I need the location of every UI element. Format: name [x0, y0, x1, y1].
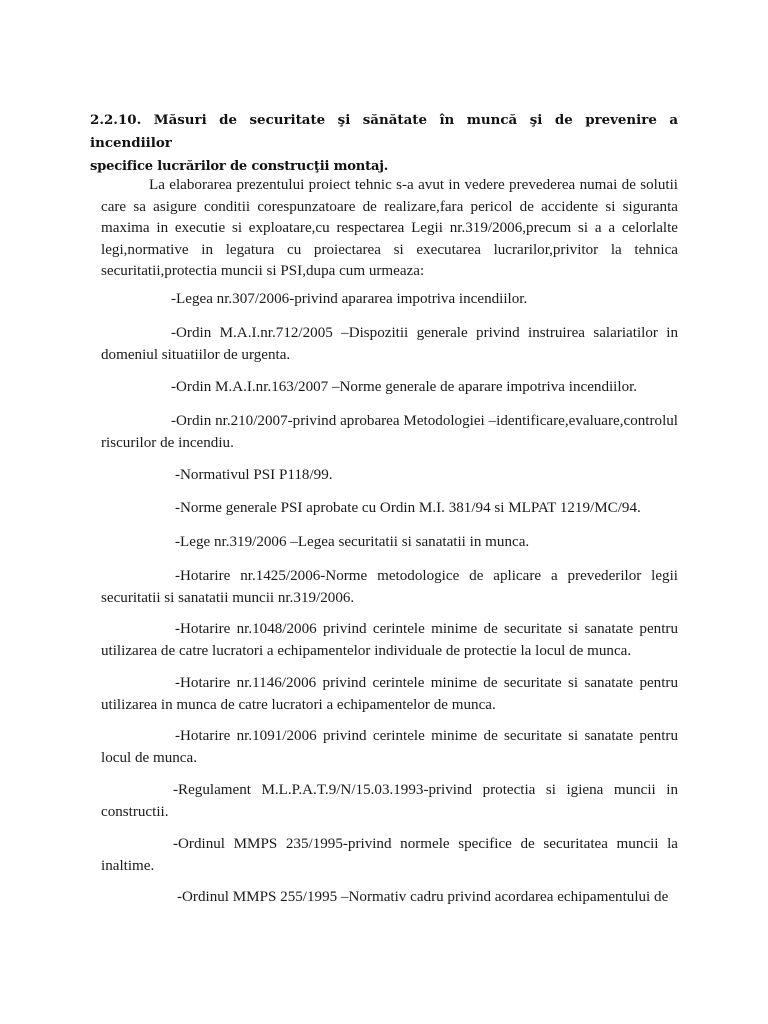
list-item — [101, 498, 678, 520]
list-item — [101, 619, 678, 662]
list-item — [101, 566, 678, 609]
list-item-text: -Hotarire nr.1146/2006 privind cerintele minime de securitate si sanatate pentru utilizarea in munca de catre lucratori a echipamentelor de munca. — [101, 675, 678, 713]
list-item-text: -Hotarire nr.1048/2006 privind cerintele minime de securitate si sanatate pentru utilizarea de catre lucratori a echipamentelor individuale de protectie la locul de munca. — [101, 621, 678, 659]
list-item — [101, 834, 678, 877]
list-item-text: -Regulament M.L.P.A.T.9/N/15.03.1993-privind protectia si igiena muncii in constructii. — [101, 782, 678, 820]
heading-line-2: specifice lucrărilor de construcţii montaj. — [90, 159, 389, 174]
list-item — [101, 887, 678, 909]
heading-line-1: 2.2.10. Măsuri de securitate şi sănătate în muncă şi de prevenire a incendiilor — [90, 112, 678, 151]
list-item — [101, 377, 678, 399]
list-item — [101, 532, 678, 554]
list-item — [101, 289, 678, 311]
section-heading — [90, 109, 678, 178]
list-item-text: -Lege nr.319/2006 –Legea securitatii si sanatatii in munca. — [175, 534, 530, 550]
list-item-text: -Ordin M.A.I.nr.163/2007 –Norme generale de aparare impotriva incendiilor. — [171, 379, 638, 395]
list-item — [101, 465, 678, 487]
list-item — [101, 726, 678, 769]
list-item-text: -Hotarire nr.1425/2006-Norme metodologice de aplicare a prevederilor legii securitatii si sanatatii muncii nr.319/2006. — [101, 568, 678, 606]
list-item-text: -Legea nr.307/2006-privind apararea impotriva incendiilor. — [171, 291, 528, 307]
list-item — [101, 323, 678, 366]
list-item-text: -Hotarire nr.1091/2006 privind cerintele minime de securitate si sanatate pentru locul de munca. — [101, 728, 678, 766]
intro-paragraph — [101, 175, 678, 283]
list-item-text: -Ordinul MMPS 235/1995-privind normele specifice de securitatea muncii la inaltime. — [101, 836, 678, 874]
list-item — [101, 673, 678, 716]
list-item-text: -Ordin nr.210/2007-privind aprobarea Metodologiei –identificare,evaluare,controlul riscurilor de incendiu. — [101, 413, 678, 451]
list-item-text: -Ordin M.A.I.nr.712/2005 –Dispozitii generale privind instruirea salariatilor in domeniul situatiilor de urgenta. — [101, 325, 678, 363]
list-item-text: -Normativul PSI P118/99. — [175, 467, 333, 483]
list-item — [101, 780, 678, 823]
intro-text: La elaborarea prezentului proiect tehnic s-a avut in vedere prevederea numai de solutii care sa asigure conditii corespunzatoare de realizare,fara pericol de accidente si siguranta maxima in executie si exploatare,cu respectarea Legii nr.319/2006,precum si a a celorlalte legi,normative in legatura cu proiectarea si executarea lucrarilor,privitor la tehnica securitatii,protectia muncii si PSI,dupa cum urmeaza: — [101, 177, 678, 279]
list-item-text: -Ordinul MMPS 255/1995 –Normativ cadru privind acordarea echipamentului de — [177, 889, 669, 905]
list-item — [101, 411, 678, 454]
list-item-text: -Norme generale PSI aprobate cu Ordin M.I. 381/94 si MLPAT 1219/MC/94. — [175, 500, 641, 516]
